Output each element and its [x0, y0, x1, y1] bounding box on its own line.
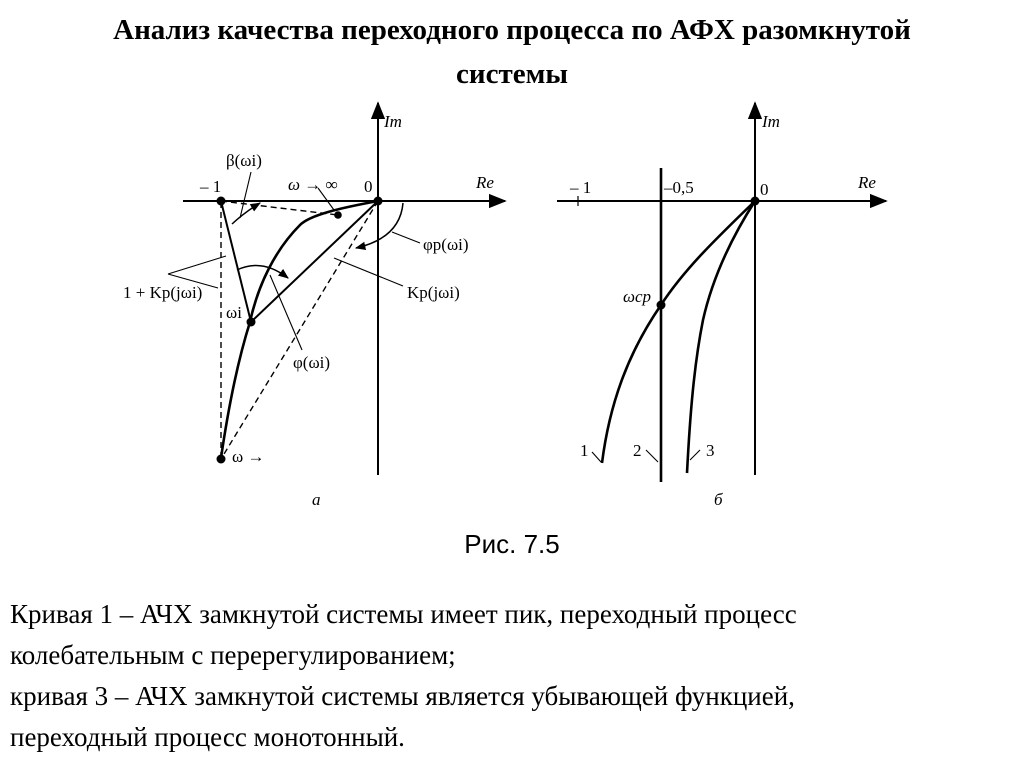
fig-a-beta-label: β(ωi) — [226, 151, 262, 170]
fig-b-curve-2-label: 2 — [633, 441, 642, 460]
fig-b-im-label: Im — [762, 112, 780, 131]
fig-b-point-omega-cp — [657, 301, 666, 310]
fig-a-point-omega-i — [247, 318, 256, 327]
fig-a-omega-arrow-label: ω → — [232, 447, 265, 466]
fig-b-leader-2 — [646, 450, 658, 462]
fig-a-beta-arc — [232, 203, 260, 224]
fig-a-phi-p-arc — [356, 203, 403, 248]
fig-a-leader-phi — [270, 275, 302, 350]
fig-b-sublabel: б — [714, 490, 723, 509]
figure-a — [123, 103, 505, 509]
fig-b-leader-3 — [690, 450, 700, 460]
fig-a-omega-i-label: ωi — [226, 303, 242, 322]
fig-b-omega-cp-label: ωср — [623, 287, 652, 306]
fig-a-phi-label: φ(ωi) — [293, 353, 331, 372]
fig-a-vector-kp — [251, 201, 378, 322]
fig-b-leader-1 — [592, 452, 601, 462]
description-text — [10, 594, 1020, 758]
fig-b-minus-one-label: – 1 — [570, 178, 592, 197]
description-line-4: переходный процесс монотонный. — [10, 722, 405, 752]
fig-a-dashed-diagonal — [221, 201, 378, 459]
fig-a-point-end — [217, 455, 226, 464]
fig-b-curve-3-label: 3 — [706, 441, 715, 460]
fig-a-minus-one-label: – 1 — [200, 177, 222, 196]
description-line-2: колебательным с перерегулированием; — [10, 640, 456, 670]
figure-b — [557, 103, 886, 509]
fig-b-minus-half-label: –0,5 — [664, 178, 694, 197]
fig-a-phi-p-label: φр(ωi) — [423, 235, 469, 254]
fig-a-point-origin — [374, 197, 383, 206]
fig-a-phi-arc — [237, 266, 288, 279]
fig-a-point-curve — [334, 211, 342, 219]
figure-caption: Рис. 7.5 — [464, 529, 560, 559]
fig-a-omega-inf-label: ω → ∞ — [288, 175, 338, 194]
fig-a-im-label: Im — [384, 112, 402, 131]
fig-a-dashed-upper — [221, 201, 338, 215]
fig-a-point-minus-one — [217, 197, 226, 206]
fig-a-one-plus-k-label: 1 + Kр(jωi) — [123, 283, 203, 302]
fig-b-curve-3 — [687, 201, 755, 473]
fig-a-sublabel: а — [312, 490, 321, 509]
fig-a-kp-label: Kр(jωi) — [407, 283, 460, 302]
fig-a-re-label: Re — [476, 173, 494, 192]
fig-b-curve-1-label: 1 — [580, 441, 589, 460]
fig-a-leader-beta — [240, 172, 251, 218]
fig-a-leader-one-plus-k-b — [168, 256, 226, 274]
fig-a-leader-kp — [334, 258, 403, 286]
fig-a-origin-label: 0 — [364, 177, 373, 196]
fig-a-leader-phi-p — [392, 232, 420, 243]
title-line-2: системы — [456, 58, 568, 90]
fig-b-re-label: Re — [858, 173, 876, 192]
description-line-1: Кривая 1 – АЧХ замкнутой системы имеет пик, переходный процесс — [10, 599, 797, 629]
fig-b-origin-label: 0 — [760, 180, 769, 199]
description-line-3: кривая 3 – АЧХ замкнутой системы является убывающей функцией, — [10, 681, 795, 711]
title-line-1: Анализ качества переходного процесса по АФХ разомкнутой — [113, 14, 911, 46]
fig-b-point-origin — [751, 197, 760, 206]
